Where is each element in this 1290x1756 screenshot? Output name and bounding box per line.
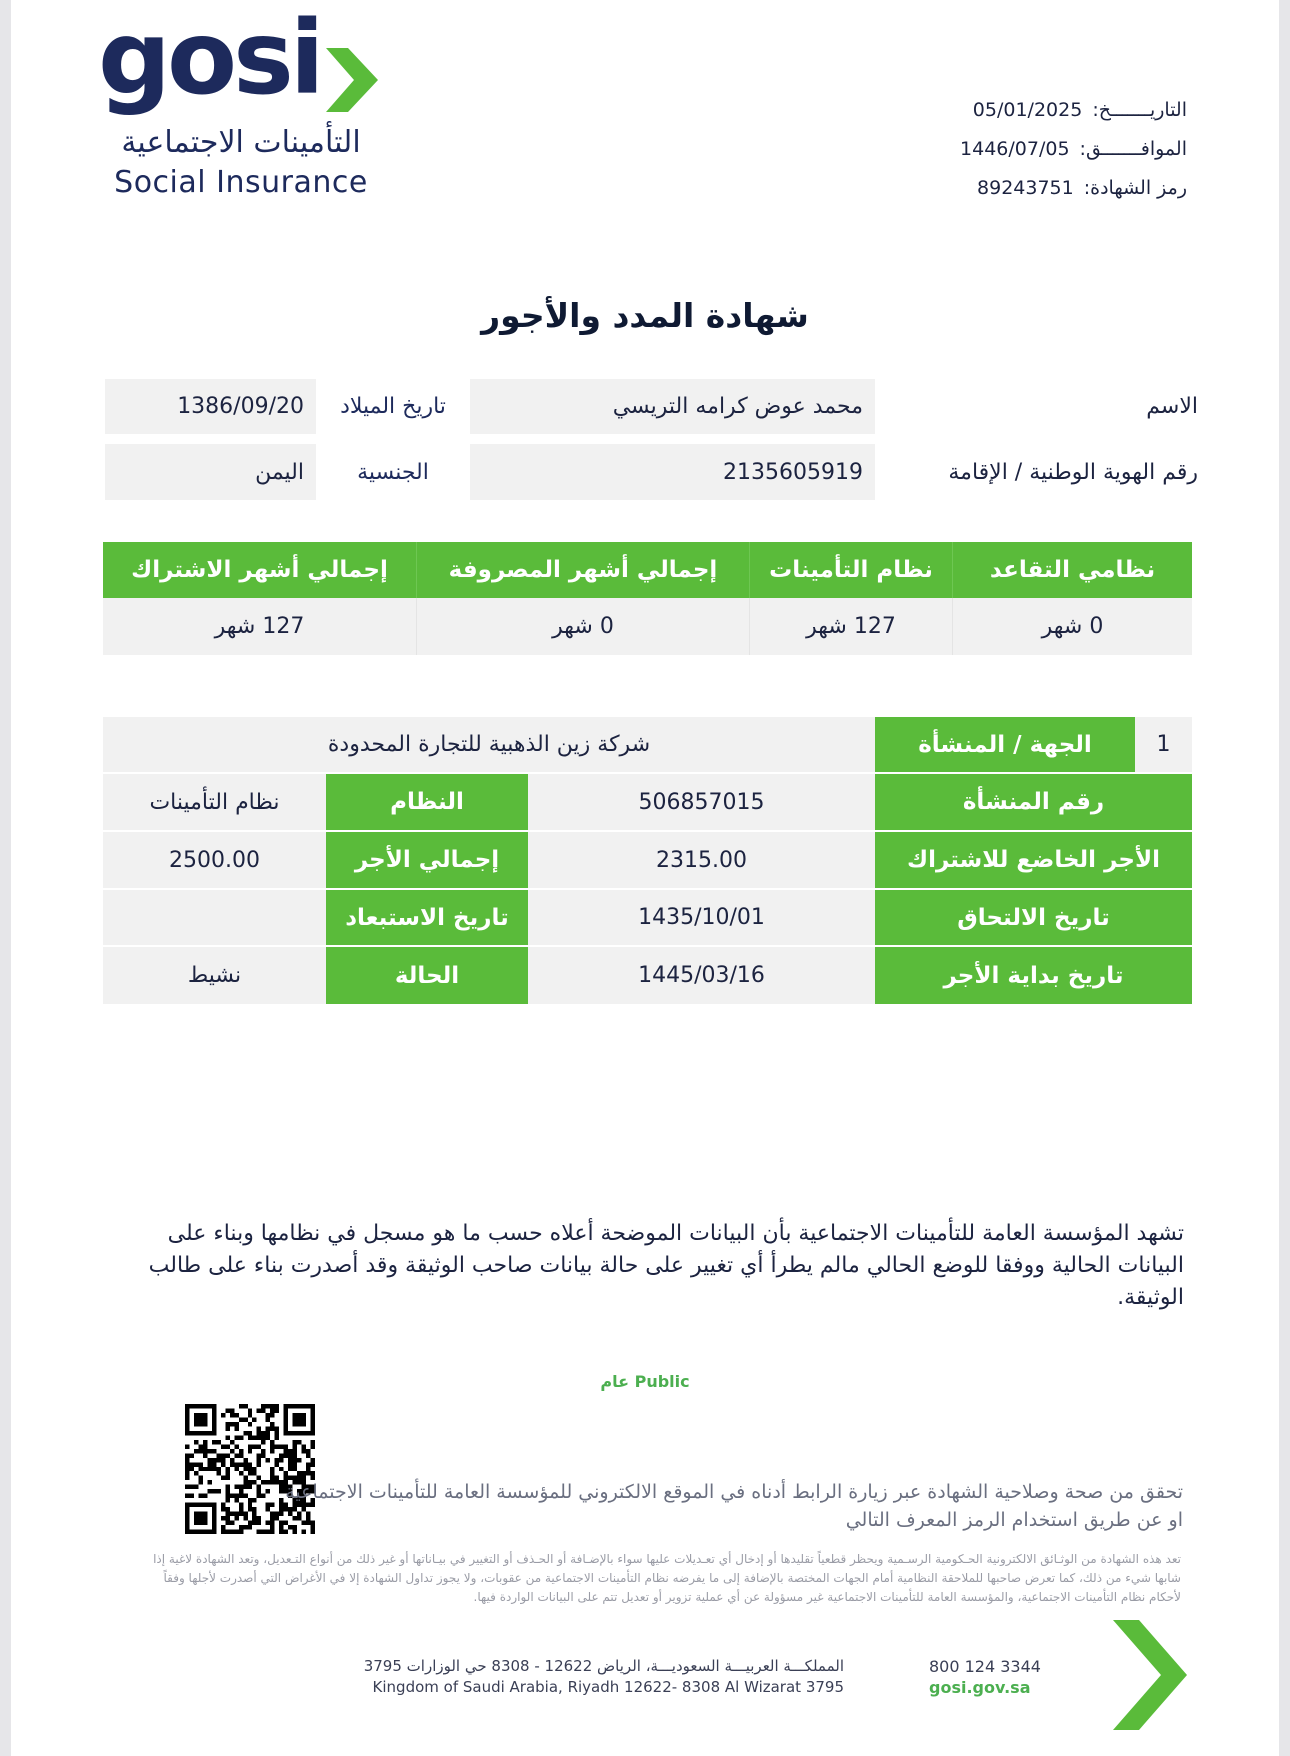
certificate-page (11, 0, 1279, 1756)
logo-english-text: Social Insurance (114, 165, 368, 200)
birth-date-label: تاريخ الميلاد (340, 394, 446, 419)
summary-header-subscription-months: إجمالي أشهر الاشتراك (103, 542, 416, 598)
establishment-number-label: رقم المنشأة (875, 774, 1192, 832)
id-label: رقم الهوية الوطنية / الإقامة (948, 459, 1198, 485)
subscription-wage-value: 2315.00 (528, 832, 875, 890)
hijri-date-label: الموافـــــــق: (1079, 137, 1187, 160)
status-value: نشيط (103, 947, 326, 1004)
certificate-code-label: رمز الشهادة: (1083, 176, 1187, 199)
certification-statement: تشهد المؤسسة العامة للتأمينات الاجتماعية بأن البيانات الموضحة أعلاه حسب ما هو مسجل في نظامها وبناء على البيانات الحالية ووفقا للوضع الحالي مالم يطرأ أي تغيير على حالة بيانات صاحب الوثيقة وقد أصدرت بناء على طالب الوثيقة. (148, 1221, 1184, 1310)
verification-text: تحقق من صحة وصلاحية الشهادة عبر زيارة الرابط أدناه في الموقع الالكتروني للمؤسسة العامة للتأمينات الاجتماعية او عن طريق استخدام الرمز المعرف التالي (285, 1481, 1183, 1531)
hijri-date-value: 1446/07/05 (960, 137, 1070, 160)
date-value: 05/01/2025 (972, 98, 1083, 121)
footer-address (344, 1656, 844, 1698)
total-wage-value: 2500.00 (103, 832, 326, 890)
name-value: محمد عوض كرامه التريسي (470, 379, 875, 434)
summary-value-subscription-months: 127 شهر (103, 598, 416, 655)
address-arabic: المملكـــة العربيـــة السعوديـــة، الرياض 12622 - 8308 حي الوزارات 3795 (363, 1657, 844, 1675)
status-label: الحالة (326, 947, 528, 1004)
address-english: Kingdom of Saudi Arabia, Riyadh 12622- 8308 Al Wizarat 3795 (372, 1678, 844, 1696)
exclusion-date-label: تاريخ الاستبعاد (326, 890, 528, 947)
establishment-number-value: 506857015 (528, 774, 875, 832)
total-wage-label: إجمالي الأجر (326, 832, 528, 890)
establishment-entity-label: الجهة / المنشأة (875, 717, 1135, 774)
nationality-value: اليمن (105, 444, 316, 500)
date-label: التاريـــــــخ: (1092, 98, 1187, 121)
subscription-wage-label: الأجر الخاضع للاشتراك (875, 832, 1192, 890)
name-label: الاسم (1146, 394, 1198, 419)
summary-header-retirement: نظامي التقاعد (952, 542, 1192, 598)
gosi-logo (98, 0, 388, 200)
exclusion-date-value (103, 890, 326, 947)
nationality-label: الجنسية (357, 459, 429, 485)
summary-header-paid-months: إجمالي أشهر المصروفة (416, 542, 749, 598)
summary-value-insurance: 127 شهر (749, 598, 952, 655)
website-link[interactable]: gosi.gov.sa (929, 1678, 1031, 1697)
wage-start-date-value: 1445/03/16 (528, 947, 875, 1004)
summary-value-retirement: 0 شهر (952, 598, 1192, 655)
date-row (887, 90, 1187, 129)
classification-label: Public عام (600, 1372, 690, 1391)
legal-disclaimer: تعد هذه الشهادة من الوثـائق الالكترونية الحـكومية الرسـمية ويحظر قطعياً تقليدها أو إدخال أي تعـديلات عليها سواء بالإضـافة أو الحـذف أو التغيير في بيـاناتها أو غير ذلك من أنواع التـعديل، وتعد الشهادة لاغية إذا شابها شيء من ذلك، كما تعرض صاحبها للملاحقة النظامية أمام الجهات المختصة بالإضافة إلى ما يفرضه نظام التأمينات الاجتماعية من عقوبات، ولا يجوز تداول الشهادة إلا في الأغراض التي أصدرت لأجلها وفقاً لأحكام نظام التأمينات الاجتماعية، والمؤسسة العامة للتأمينات الاجتماعية غير مسؤولة عن أي عملية تزوير أو تعديل تتم على البيانات الواردة فيها. (153, 1552, 1181, 1604)
join-date-label: تاريخ الالتحاق (875, 890, 1192, 947)
wage-start-date-label: تاريخ بداية الأجر (875, 947, 1192, 1004)
establishment-index: 1 (1135, 717, 1192, 774)
system-label: النظام (326, 774, 528, 832)
system-value: نظام التأمينات (103, 774, 326, 832)
phone-number[interactable]: 800 124 3344 (929, 1657, 1041, 1676)
certificate-header-info (887, 90, 1187, 207)
join-date-value: 1435/10/01 (528, 890, 875, 947)
certificate-code-row (887, 168, 1187, 207)
birth-date-value: 1386/09/20 (105, 379, 316, 434)
logo-arabic-text: التأمينات الاجتماعية (121, 125, 361, 160)
logo-chevron-icon (326, 48, 378, 112)
certificate-code-value: 89243751 (977, 176, 1074, 199)
hijri-date-row (887, 129, 1187, 168)
page-title: شهادة المدد والأجور (481, 296, 809, 335)
footer-chevron-icon (1109, 1620, 1191, 1730)
footer-contact (929, 1656, 1079, 1698)
logo-wordmark: gosi (98, 0, 321, 118)
summary-value-paid-months: 0 شهر (416, 598, 749, 655)
establishment-entity-value: شركة زين الذهبية للتجارة المحدودة (103, 717, 875, 774)
summary-header-insurance: نظام التأمينات (749, 542, 952, 598)
id-value: 2135605919 (470, 444, 875, 500)
